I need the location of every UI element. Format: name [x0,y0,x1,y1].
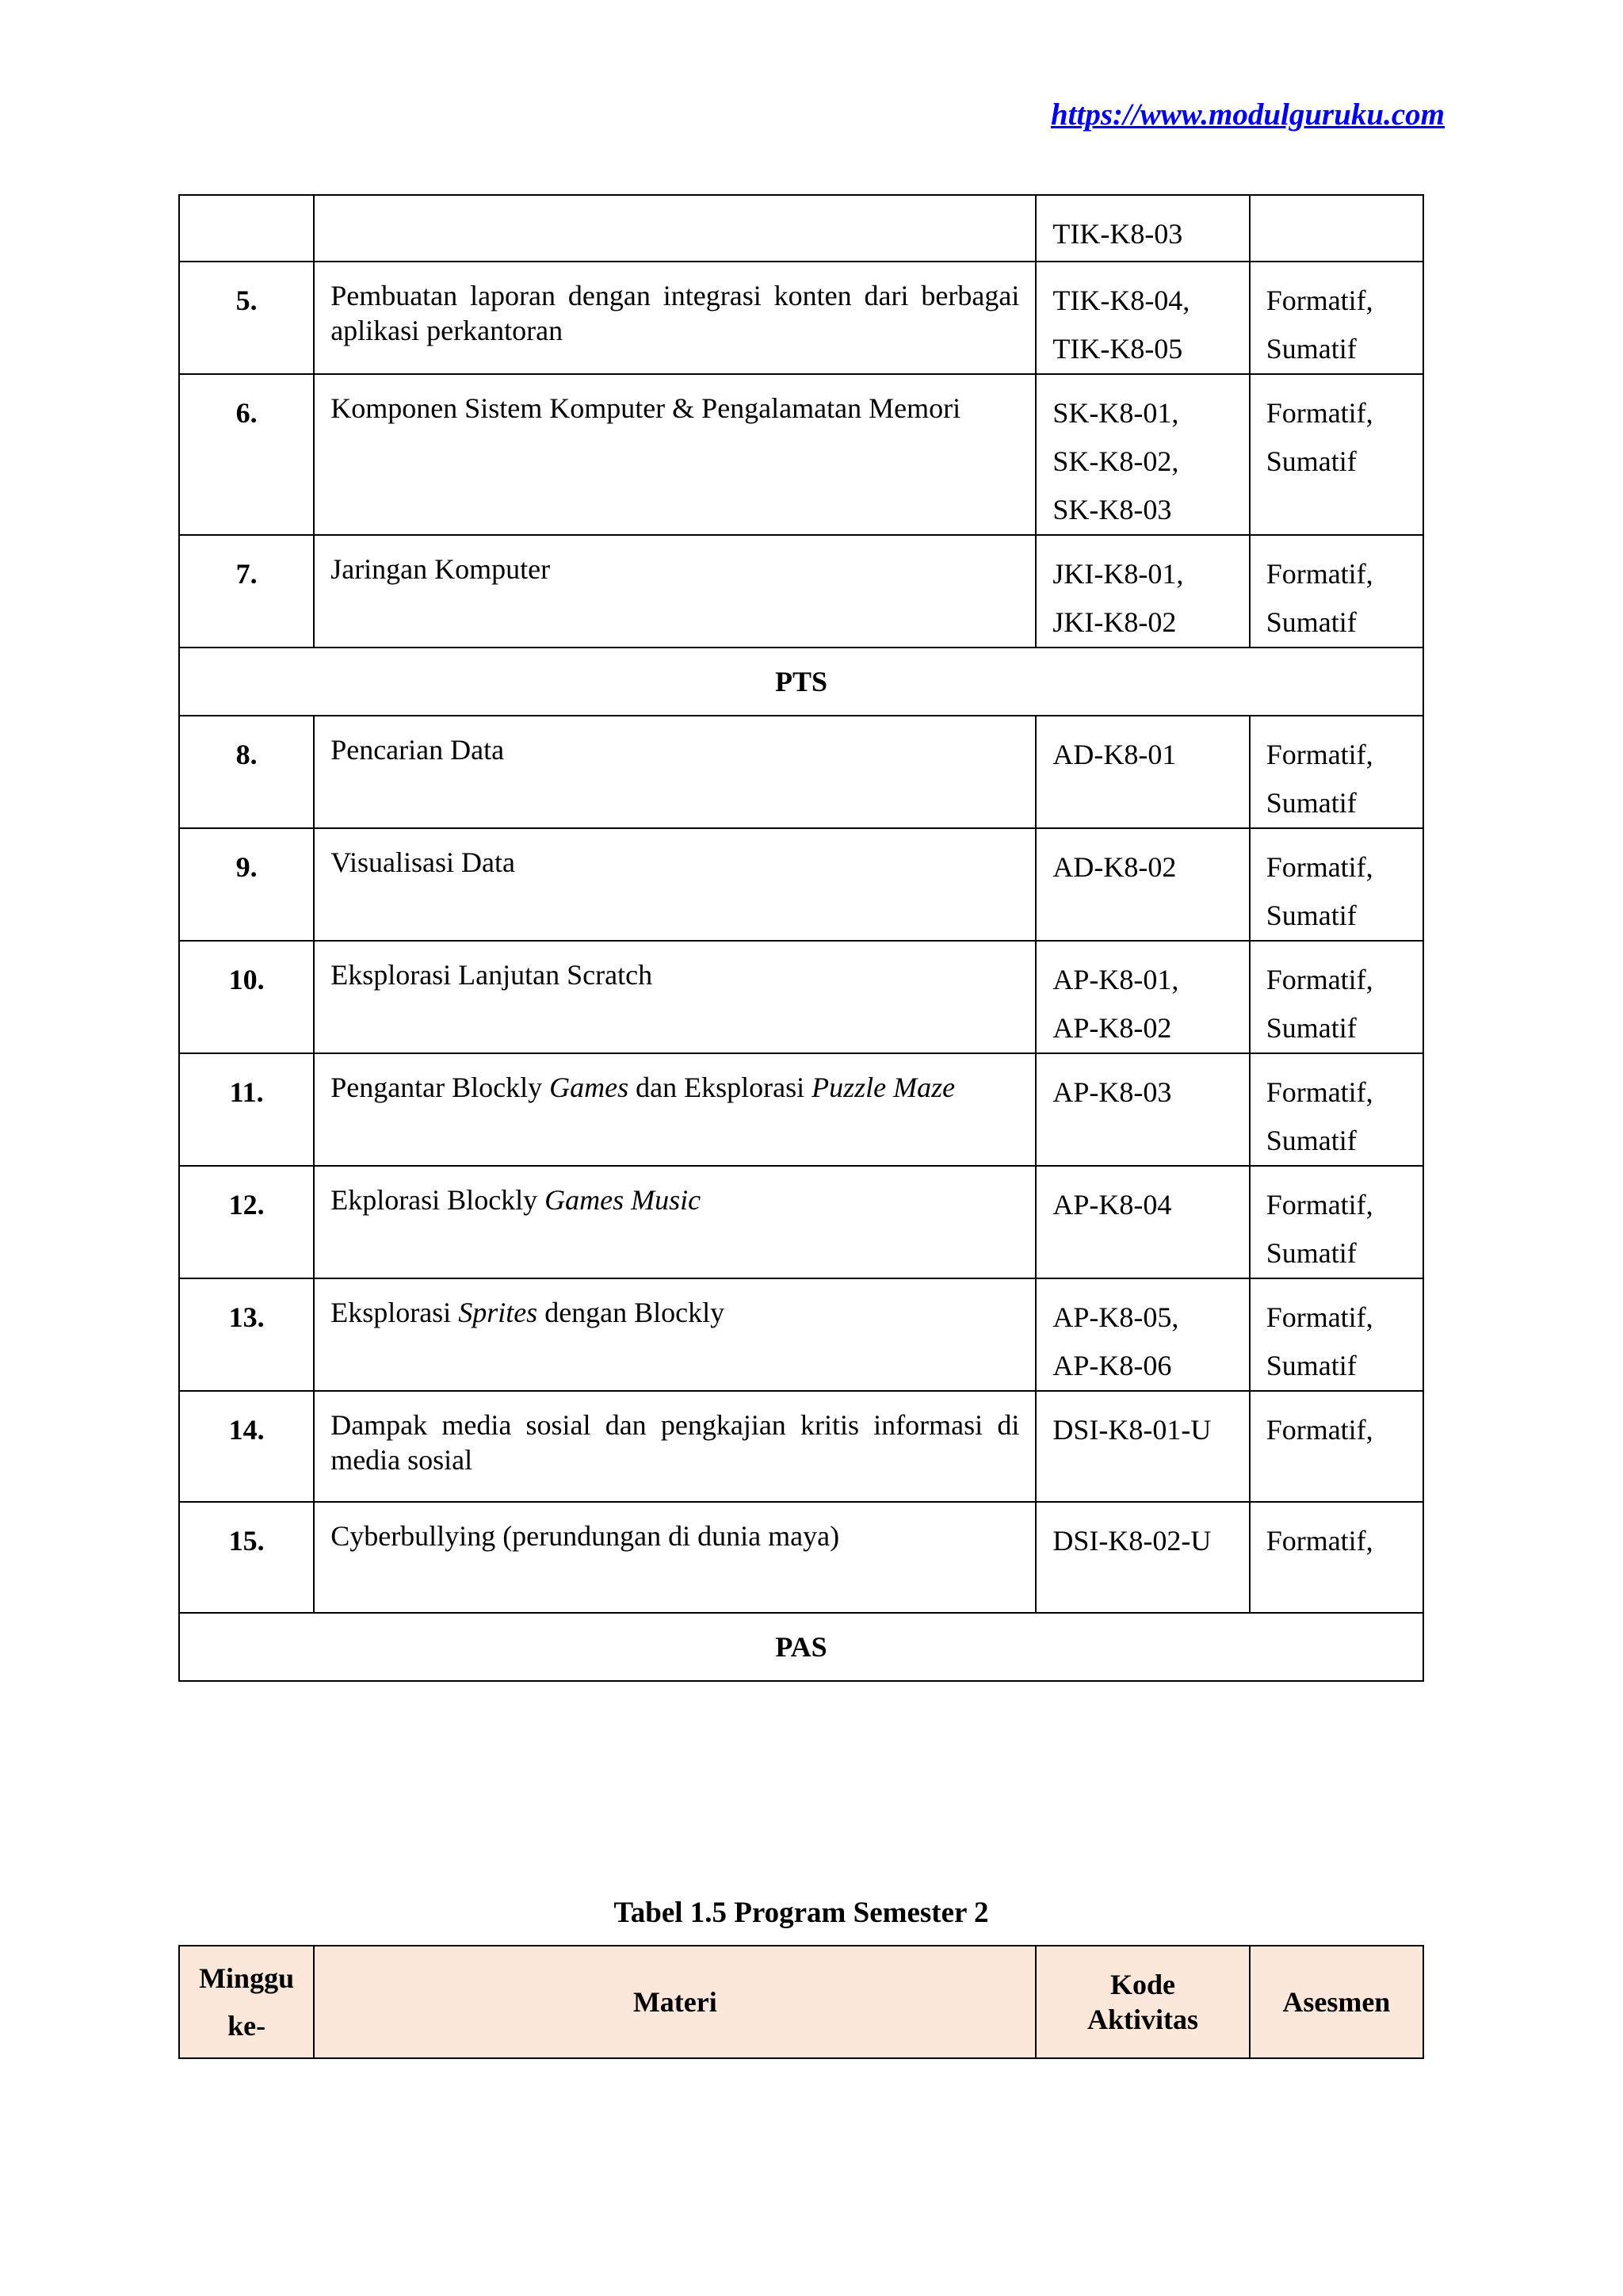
week-number-cell [179,1391,314,1502]
kode-aktivitas: SK-K8-01, [1052,397,1179,429]
materi-cell [314,716,1036,828]
kode-aktivitas-cell [1036,1166,1249,1278]
week-number: 15. [228,1525,265,1557]
table-row [179,1053,1423,1166]
kode-aktivitas-cell [1036,374,1249,535]
week-number: 14. [228,1414,265,1446]
kode-aktivitas: DSI-K8-02-U [1052,1525,1212,1557]
kode-aktivitas-cell [1036,1391,1249,1502]
kode-aktivitas-cell [1036,828,1249,941]
asesmen-cell [1250,941,1423,1053]
asesmen-cell [1250,716,1423,828]
section-label-pas: PAS [179,1613,1423,1681]
section-row-pas [179,1613,1423,1681]
kode-aktivitas: TIK-K8-05 [1052,333,1183,365]
materi-cell [314,1278,1036,1391]
asesmen-type: Sumatif [1266,606,1357,638]
materi-cell [314,941,1036,1053]
table-row [179,1278,1423,1391]
week-number: 6. [235,397,258,429]
materi-segment: dengan Blockly [537,1297,725,1328]
materi-italic-term: Games Music [544,1184,701,1216]
materi-cell [314,828,1036,941]
asesmen-cell [1250,262,1423,374]
header-minggu-ke [179,1946,314,2058]
materi-segment: Cyberbullying (perundungan di dunia maya) [330,1520,840,1552]
materi-text [315,196,1035,212]
kode-aktivitas: SK-K8-03 [1052,494,1172,525]
asesmen-type: Sumatif [1266,333,1357,365]
section-row-pts [179,648,1423,716]
week-number-cell [179,1166,314,1278]
asesmen-type: Sumatif [1266,1012,1357,1044]
kode-aktivitas: AP-K8-02 [1052,1012,1172,1044]
materi-text [315,1054,1035,1105]
materi-text [315,262,1035,348]
asesmen-type: Sumatif [1266,1125,1357,1156]
program-semester-2-table [178,1945,1424,2059]
week-number: 13. [228,1301,265,1333]
table-row [179,374,1423,535]
materi-text [315,1392,1035,1477]
week-number-cell [179,1053,314,1166]
materi-italic-term: Sprites [458,1297,538,1328]
week-number: 5. [235,285,258,316]
table-row [179,941,1423,1053]
header-minggu-line1: Minggu [199,1962,295,1994]
week-number-cell [179,195,314,262]
kode-aktivitas: AD-K8-01 [1052,739,1177,770]
materi-segment: Eksplorasi Lanjutan Scratch [330,959,653,991]
website-link[interactable]: https://www.modulguruku.com [1050,97,1445,132]
asesmen-cell [1250,1278,1423,1391]
materi-text [315,1279,1035,1330]
asesmen-type: Formatif, [1266,1525,1373,1557]
materi-text [315,829,1035,880]
asesmen-type: Sumatif [1266,445,1357,477]
header-materi: Materi [314,1946,1036,2058]
week-number: 7. [235,558,258,590]
kode-aktivitas: TIK-K8-03 [1052,218,1183,250]
week-number-cell [179,374,314,535]
program-semester-1-table-continued [178,194,1424,1682]
kode-aktivitas-cell [1036,262,1249,374]
materi-cell [314,374,1036,535]
asesmen-cell [1250,828,1423,941]
asesmen-type: Formatif, [1266,1301,1373,1333]
kode-aktivitas-cell [1036,941,1249,1053]
materi-italic-term: Puzzle Maze [812,1072,956,1103]
materi-text [315,716,1035,767]
kode-aktivitas: SK-K8-02, [1052,445,1179,477]
week-number-cell [179,716,314,828]
kode-aktivitas-cell [1036,535,1249,648]
week-number-cell [179,828,314,941]
asesmen-type: Formatif, [1266,1076,1373,1108]
table-caption: Tabel 1.5 Program Semester 2 [613,1897,989,1929]
asesmen-type: Formatif, [1266,851,1373,883]
kode-aktivitas: TIK-K8-04, [1052,285,1190,316]
kode-aktivitas: JKI-K8-02 [1052,606,1177,638]
kode-aktivitas: AP-K8-05, [1052,1301,1179,1333]
week-number-cell [179,535,314,648]
materi-cell [314,1053,1036,1166]
week-number: 12. [228,1189,265,1221]
table-row [179,1166,1423,1278]
asesmen-type: Formatif, [1266,1189,1373,1221]
kode-aktivitas-cell [1036,1502,1249,1613]
kode-aktivitas-cell [1036,1278,1249,1391]
table-row [179,716,1423,828]
week-number-cell [179,941,314,1053]
table-row [179,195,1423,262]
week-number [180,196,313,210]
kode-aktivitas: AD-K8-02 [1052,851,1177,883]
asesmen-cell [1250,1502,1423,1613]
asesmen-cell [1250,374,1423,535]
asesmen-cell [1250,1053,1423,1166]
materi-cell [314,1391,1036,1502]
materi-segment: Jaringan Komputer [330,553,551,585]
section-label-pts: PTS [179,648,1423,716]
kode-aktivitas: AP-K8-06 [1052,1350,1172,1381]
kode-aktivitas-cell [1036,1053,1249,1166]
materi-segment: dan Eksplorasi [628,1072,812,1103]
asesmen-type: Sumatif [1266,787,1357,819]
materi-text [315,1503,1035,1553]
materi-text [315,536,1035,586]
materi-cell [314,1166,1036,1278]
week-number-cell [179,262,314,374]
week-number: 11. [229,1076,264,1108]
table-header-row [179,1946,1423,2058]
materi-text [315,942,1035,992]
table-row [179,262,1423,374]
table-row [179,535,1423,648]
kode-aktivitas: AP-K8-01, [1052,964,1179,995]
header-kode-aktivitas [1036,1946,1249,2058]
asesmen-type: Formatif, [1266,285,1373,316]
materi-cell [314,195,1036,262]
materi-italic-term: Games [549,1072,629,1103]
asesmen-cell [1250,535,1423,648]
asesmen-type: Formatif, [1266,397,1373,429]
materi-cell [314,1502,1036,1613]
week-number: 9. [235,851,258,883]
kode-aktivitas: AP-K8-03 [1052,1076,1172,1108]
materi-cell [314,262,1036,374]
asesmen-cell [1250,195,1423,262]
week-number: 10. [228,964,265,995]
materi-segment: Dampak media sosial dan pengkajian kritis informasi di media sosial [330,1409,1020,1476]
week-number-cell [179,1502,314,1613]
header-kode-line1: Kode [1110,1969,1176,2000]
asesmen-type: Sumatif [1266,900,1357,931]
asesmen-cell [1250,1391,1423,1502]
kode-aktivitas: JKI-K8-01, [1052,558,1184,590]
kode-aktivitas: DSI-K8-01-U [1052,1414,1212,1446]
materi-segment: Ekplorasi Blockly [330,1184,545,1216]
asesmen-type: Formatif, [1266,558,1373,590]
materi-text [315,1167,1035,1217]
table-row [179,1502,1423,1613]
asesmen-type: Formatif, [1266,964,1373,995]
week-number-cell [179,1278,314,1391]
materi-segment: Pencarian Data [330,734,505,766]
materi-segment: Pembuatan laporan dengan integrasi konten dari berbagai aplikasi perkantoran [330,280,1020,346]
header-asesmen: Asesmen [1250,1946,1423,2058]
kode-aktivitas: AP-K8-04 [1052,1189,1172,1221]
table-row [179,828,1423,941]
table-row [179,1391,1423,1502]
asesmen-type: Formatif, [1266,1414,1373,1446]
asesmen-type: Sumatif [1266,1237,1357,1269]
materi-segment: Eksplorasi [330,1297,459,1328]
kode-aktivitas-cell [1036,716,1249,828]
asesmen-cell [1250,1166,1423,1278]
materi-segment: Pengantar Blockly [330,1072,550,1103]
header-kode-line2: Aktivitas [1087,2004,1199,2035]
week-number: 8. [235,739,258,770]
asesmen-type: Sumatif [1266,1350,1357,1381]
materi-text [315,375,1035,426]
header-minggu-line2: ke- [227,2010,266,2042]
materi-segment: Komponen Sistem Komputer & Pengalamatan Memori [330,392,961,424]
materi-cell [314,535,1036,648]
asesmen-type: Formatif, [1266,739,1373,770]
kode-aktivitas-cell [1036,195,1249,262]
materi-segment: Visualisasi Data [330,846,515,878]
